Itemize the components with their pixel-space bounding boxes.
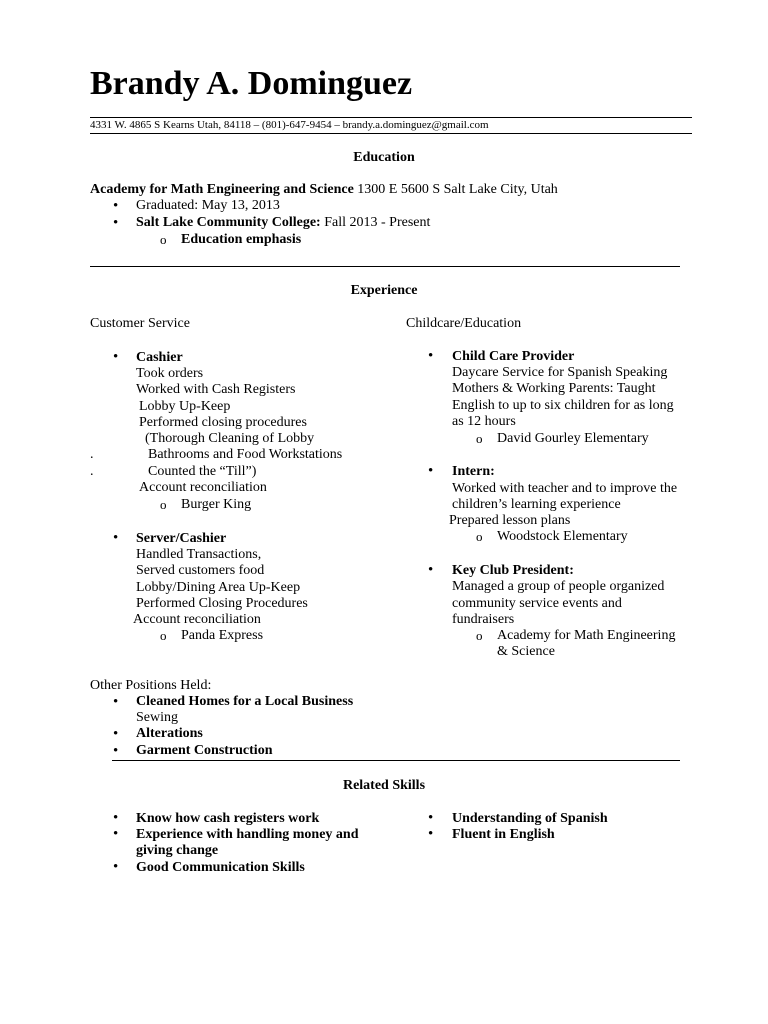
job-duty: Account reconciliation <box>139 480 267 495</box>
experience-divider <box>112 760 680 761</box>
header-rule-bottom <box>90 133 692 134</box>
education-title: Education <box>353 150 415 165</box>
school-name: Academy for Math Engineering and Science <box>90 182 354 197</box>
skill-item: Understanding of Spanish <box>452 811 608 826</box>
job-duty: English to up to six children for as long <box>452 398 674 413</box>
bullet-icon: • <box>428 348 434 364</box>
job-duty: Performed closing procedures <box>139 415 307 430</box>
customer-service-heading: Customer Service <box>90 316 190 331</box>
education-divider <box>90 266 680 267</box>
skill-item: Experience with handling money and <box>136 827 359 842</box>
childcare-heading: Childcare/Education <box>406 316 522 331</box>
bullet-icon: • <box>113 826 119 842</box>
other-position: Alterations <box>136 726 203 741</box>
bullet-icon: • <box>113 859 119 875</box>
stray-dot: . <box>90 447 94 462</box>
job-title-server-cashier: Server/Cashier <box>136 531 227 546</box>
school-address: 1300 E 5600 S Salt Lake City, Utah <box>357 182 558 197</box>
bullet-icon: • <box>113 810 119 826</box>
job-duty: Managed a group of people organized <box>452 579 665 594</box>
skill-item: Know how cash registers work <box>136 811 320 826</box>
bullet-icon: • <box>113 743 119 759</box>
job-title-cashier: Cashier <box>136 350 183 365</box>
workplace: Academy for Math Engineering <box>497 628 676 643</box>
other-position-detail: Sewing <box>136 710 178 725</box>
skill-item: Good Communication Skills <box>136 860 305 875</box>
college-name: Salt Lake Community College: <box>136 215 321 230</box>
job-duty: Mothers & Working Parents: Taught <box>452 381 656 396</box>
job-title-intern: Intern: <box>452 464 495 479</box>
sub-bullet-icon: o <box>476 529 483 544</box>
workplace: David Gourley Elementary <box>497 431 649 446</box>
sub-bullet-icon: o <box>160 628 167 643</box>
bullet-icon: • <box>113 694 119 710</box>
header-rule-top <box>90 117 692 118</box>
stray-dot: . <box>90 464 94 479</box>
job-duty: community service events and <box>452 596 622 611</box>
college-line <box>136 215 430 231</box>
bullet-icon: • <box>113 198 119 214</box>
other-position: Cleaned Homes for a Local Business <box>136 694 354 709</box>
job-duty: as 12 hours <box>452 414 516 429</box>
job-duty: Lobby/Dining Area Up-Keep <box>136 580 301 595</box>
job-duty: children’s learning experience <box>452 497 621 512</box>
job-duty: Account reconciliation <box>133 612 261 627</box>
job-duty: Counted the “Till”) <box>148 464 257 479</box>
bullet-icon: • <box>428 810 434 826</box>
resume-name: Brandy A. Dominguez <box>90 65 413 102</box>
education-emphasis: Education emphasis <box>181 232 302 247</box>
sub-bullet-icon: o <box>160 232 167 247</box>
job-duty: fundraisers <box>452 612 515 627</box>
job-duty: Took orders <box>136 366 204 381</box>
job-duty: Served customers food <box>136 563 265 578</box>
skill-item: Fluent in English <box>452 827 555 842</box>
skill-item-continued: giving change <box>136 843 219 858</box>
graduated-date: Graduated: May 13, 2013 <box>136 198 280 213</box>
bullet-icon: • <box>113 349 119 365</box>
bullet-icon: • <box>428 463 434 479</box>
other-positions-heading: Other Positions Held: <box>90 678 212 693</box>
contact-line: 4331 W. 4865 S Kearns Utah, 84118 – (801)-647-9454 – brandy.a.dominguez@gmail.com <box>90 119 489 131</box>
experience-title: Experience <box>350 283 418 298</box>
job-duty: Performed Closing Procedures <box>136 596 308 611</box>
bullet-icon: • <box>113 726 119 742</box>
bullet-icon: • <box>113 215 119 231</box>
sub-bullet-icon: o <box>476 431 483 446</box>
job-duty: Worked with teacher and to improve the <box>452 481 678 496</box>
other-position: Garment Construction <box>136 743 273 758</box>
workplace: & Science <box>497 644 555 659</box>
bullet-icon: • <box>428 826 434 842</box>
job-title-key-club: Key Club President: <box>452 563 574 578</box>
job-duty: Lobby Up-Keep <box>139 399 231 414</box>
job-duty: Prepared lesson plans <box>449 513 571 528</box>
job-title-child-care: Child Care Provider <box>452 349 575 364</box>
job-duty: Daycare Service for Spanish Speaking <box>452 365 668 380</box>
sub-bullet-icon: o <box>476 628 483 643</box>
workplace: Burger King <box>181 497 252 512</box>
job-duty: Worked with Cash Registers <box>136 382 296 397</box>
job-duty: Bathrooms and Food Workstations <box>148 447 343 462</box>
job-duty: Handled Transactions, <box>136 547 262 562</box>
workplace: Woodstock Elementary <box>497 529 628 544</box>
education-school-line <box>90 182 558 198</box>
job-duty: (Thorough Cleaning of Lobby <box>145 431 315 446</box>
workplace: Panda Express <box>181 628 264 643</box>
college-dates: Fall 2013 - Present <box>324 215 431 230</box>
bullet-icon: • <box>113 530 119 546</box>
sub-bullet-icon: o <box>160 497 167 512</box>
bullet-icon: • <box>428 562 434 578</box>
skills-title: Related Skills <box>342 778 426 793</box>
